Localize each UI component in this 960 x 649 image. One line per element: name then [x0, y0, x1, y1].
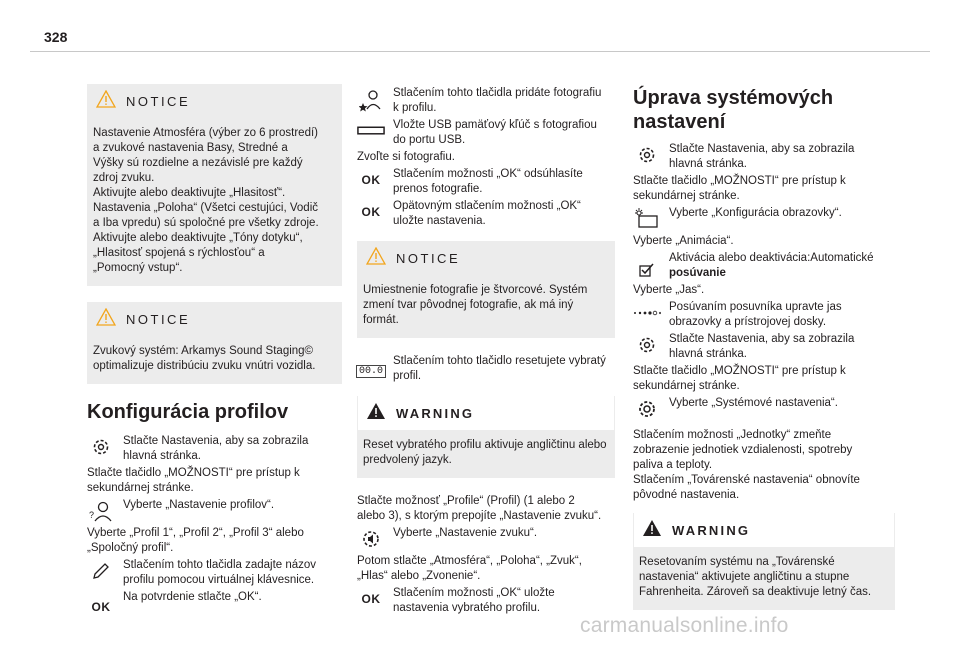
paragraph: Zvoľte si fotografiu.: [357, 151, 455, 163]
step-rename: [87, 558, 342, 588]
paragraph: „Spoločný profil“.: [87, 542, 174, 554]
paragraph: sekundárnej stránke.: [633, 380, 740, 392]
sound-gear-icon: [357, 526, 385, 552]
paragraph: Stlačením „Továrenské nastavenia“ obnovíte: [633, 474, 860, 486]
step-text: prenos fotografie.: [393, 183, 483, 195]
warning-title: WARNING: [672, 523, 751, 538]
column-1: [87, 84, 342, 612]
pencil-icon: [87, 558, 115, 584]
notice-line: Umiestnenie fotografie je štvorcové. Systém: [363, 284, 588, 296]
step-text: uložte nastavenia.: [393, 215, 486, 227]
notice-line: a Iba vpredu) sú spoločné pre všetky zdroje.: [93, 217, 319, 229]
page-number: 328: [44, 29, 68, 45]
ok-icon: OK: [361, 172, 381, 187]
paragraph: alebo 3), s ktorým prepojíte „Nastavenie zvuku“.: [357, 510, 602, 522]
paragraph: „Hlas“ alebo „Zvonenie“.: [357, 570, 481, 582]
step-settings-2: [633, 332, 895, 362]
step-text: Stlačením tohto tlačidla zadajte názov: [123, 559, 317, 571]
warning-line: Reset vybratého profilu aktivuje angličtinu alebo: [363, 439, 607, 451]
step-ok-transfer: [357, 167, 615, 197]
step-sound-settings: [357, 526, 615, 546]
step-text: profil.: [393, 370, 422, 382]
usb-key-icon: [357, 118, 385, 144]
notice-header: [87, 84, 342, 118]
step-text: Vyberte „Nastavenie profilov“.: [123, 499, 275, 511]
step-text: posúvanie: [669, 267, 726, 279]
heading-line: nastavení: [633, 111, 726, 133]
step-add-photo: [357, 86, 615, 116]
notice-line: Aktivujte alebo deaktivujte „Tóny dotyku“,: [93, 232, 303, 244]
notice-line: Výšky sú rozdielne a nezávislé pre každý: [93, 157, 303, 169]
gear-icon: [633, 332, 661, 358]
notice-line: „Pomocný vstup“.: [93, 262, 183, 274]
warning-title: WARNING: [396, 406, 475, 421]
notice-body: [357, 275, 615, 328]
warning-header: [633, 513, 895, 547]
step-text: Stlačením možnosti „OK“ odsúhlasíte: [393, 168, 583, 180]
notice-line: Nastavenia „Poloha“ (Všetci cestujúci, Vodič: [93, 202, 318, 214]
step-text: Posúvaním posuvníka upravte jas: [669, 301, 842, 313]
warning-header: [357, 396, 615, 430]
paragraph: Stlačte tlačidlo „MOŽNOSTI“ pre prístup k: [87, 467, 300, 479]
step-text: Stlačte Nastavenia, aby sa zobrazila: [669, 143, 855, 155]
notice-line: zmení tvar pôvodnej fotografie, ak má iný: [363, 299, 574, 311]
step-screen-config: [633, 206, 895, 226]
notice-box-atmosphere: [87, 84, 342, 286]
notice-line: optimalizuje distribúciu zvuku vnútri vozidla.: [93, 360, 316, 372]
step-text: k profilu.: [393, 102, 437, 114]
step-settings: [87, 434, 342, 464]
warning-triangle-icon: [642, 519, 662, 537]
notice-title: NOTICE: [126, 94, 191, 109]
svg-text:?: ?: [89, 510, 95, 520]
header-divider: [30, 51, 930, 52]
notice-triangle-icon: [366, 247, 386, 265]
step-text: Stlačením možnosti „OK“ uložte: [393, 587, 555, 599]
step-text: Vyberte „Konfigurácia obrazovky“.: [669, 207, 842, 219]
step-text: hlavná stránka.: [123, 450, 201, 462]
step-ok-profile: [357, 586, 615, 616]
gear-icon: [633, 142, 661, 168]
notice-line: Zvukový systém: Arkamys Sound Staging©: [93, 345, 314, 357]
notice-triangle-icon: [96, 90, 116, 108]
ok-icon: OK: [361, 204, 381, 219]
reset-counter-icon: [357, 358, 385, 384]
step-text: Stlačte Nastavenia, aby sa zobrazila: [123, 435, 309, 447]
paragraph: Vyberte „Animácia“.: [633, 235, 734, 247]
watermark: carmanualsonline.info: [580, 614, 789, 637]
checkbox-icon: [633, 257, 661, 283]
heading-line: Úprava systémových: [633, 87, 834, 109]
warning-body: [633, 547, 895, 600]
step-text: Vyberte „Systémové nastavenia“.: [669, 397, 838, 409]
step-text: nastavenia vybratého profilu.: [393, 602, 541, 614]
step-text: Opätovným stlačením možnosti „OK“: [393, 200, 581, 212]
paragraph: sekundárnej stránke.: [633, 190, 740, 202]
notice-box-photo: [357, 241, 615, 338]
column-2: [357, 84, 615, 618]
step-system-settings: [633, 396, 895, 416]
section-heading-system: [633, 86, 895, 134]
notice-title: NOTICE: [126, 312, 191, 327]
paragraph: Stlačte tlačidlo „MOŽNOSTI“ pre prístup k: [633, 365, 846, 377]
slider-dots-icon: [633, 300, 661, 326]
warning-line: Fahrenheita. Zároveň sa deaktivuje letný čas.: [639, 586, 872, 598]
notice-body: [87, 336, 342, 374]
profile-person-icon: [87, 498, 115, 524]
warning-body: [357, 430, 615, 468]
warning-line: Resetovaním systému na „Továrenské: [639, 556, 835, 568]
step-profile-settings: [87, 498, 342, 518]
screen-brightness-icon: [633, 206, 661, 232]
gear-icon: [87, 434, 115, 460]
notice-line: formát.: [363, 314, 399, 326]
step-text: Stlačením tohto tlačidlo resetujete vybratý: [393, 355, 606, 367]
warning-line: nastavenia“ aktivujete angličtinu a stupne: [639, 571, 850, 583]
notice-box-arkamys: [87, 302, 342, 384]
step-text: Aktivácia alebo deaktivácia:Automatické: [669, 252, 874, 264]
reset-counter-label: 00.0: [356, 365, 386, 378]
paragraph: Stlačte tlačidlo „MOŽNOSTI“ pre prístup k: [633, 175, 846, 187]
column-3: [633, 84, 895, 626]
system-gear-icon: [633, 396, 661, 422]
notice-line: „Hlasitosť spojená s rýchlosťou“ a: [93, 247, 265, 259]
notice-header: [87, 302, 342, 336]
paragraph: Potom stlačte „Atmosféra“, „Poloha“, „Zvuk“,: [357, 555, 582, 567]
notice-body: [87, 118, 342, 276]
step-text: hlavná stránka.: [669, 348, 747, 360]
warning-line: predvolený jazyk.: [363, 454, 452, 466]
step-text: Stlačením tohto tlačidla pridáte fotografiu: [393, 87, 602, 99]
step-text: hlavná stránka.: [669, 158, 747, 170]
warning-box-reset: [357, 396, 615, 478]
warning-triangle-icon: [366, 402, 386, 420]
notice-header: [357, 241, 615, 275]
step-auto-scroll: [633, 251, 895, 281]
step-confirm: [87, 590, 342, 614]
paragraph: zobrazenie jednotiek vzdialenosti, spotreby: [633, 444, 853, 456]
paragraph: Vyberte „Jas“.: [633, 284, 705, 296]
step-text: do portu USB.: [393, 134, 466, 146]
section-heading-profiles: Konfigurácia profilov: [87, 401, 289, 423]
notice-line: Aktivujte alebo deaktivujte „Hlasitosť“.: [93, 187, 286, 199]
step-reset-profile: [357, 354, 615, 384]
step-text: Na potvrdenie stlačte „OK“.: [123, 591, 262, 603]
step-text: Vyberte „Nastavenie zvuku“.: [393, 527, 538, 539]
ok-icon: OK: [91, 599, 111, 614]
warning-box-factory: [633, 513, 895, 610]
step-usb: [357, 118, 615, 148]
paragraph: pôvodné nastavenia.: [633, 489, 740, 501]
step-text: profilu pomocou virtuálnej klávesnice.: [123, 574, 315, 586]
notice-line: a zvukové nastavenia Basy, Stredné a: [93, 142, 288, 154]
step-settings: [633, 142, 895, 172]
notice-title: NOTICE: [396, 251, 461, 266]
paragraph: Stlačením možnosti „Jednotky“ zmeňte: [633, 429, 832, 441]
notice-line: Nastavenie Atmosféra (výber zo 6 prostredí): [93, 127, 318, 139]
paragraph: paliva a teploty.: [633, 459, 713, 471]
step-ok-save: [357, 199, 615, 229]
add-photo-person-icon: [357, 88, 385, 114]
paragraph: Vyberte „Profil 1“, „Profil 2“, „Profil 3“ alebo: [87, 527, 304, 539]
step-text: Vložte USB pamäťový kľúč s fotografiou: [393, 119, 597, 131]
notice-triangle-icon: [96, 308, 116, 326]
notice-line: zdroj zvuku.: [93, 172, 155, 184]
ok-icon: OK: [361, 591, 381, 606]
step-text: obrazovky a prístrojovej dosky.: [669, 316, 827, 328]
step-brightness: [633, 300, 895, 330]
paragraph: Stlačte možnosť „Profile“ (Profil) (1 alebo 2: [357, 495, 575, 507]
step-text: Stlačte Nastavenia, aby sa zobrazila: [669, 333, 855, 345]
paragraph: sekundárnej stránke.: [87, 482, 194, 494]
